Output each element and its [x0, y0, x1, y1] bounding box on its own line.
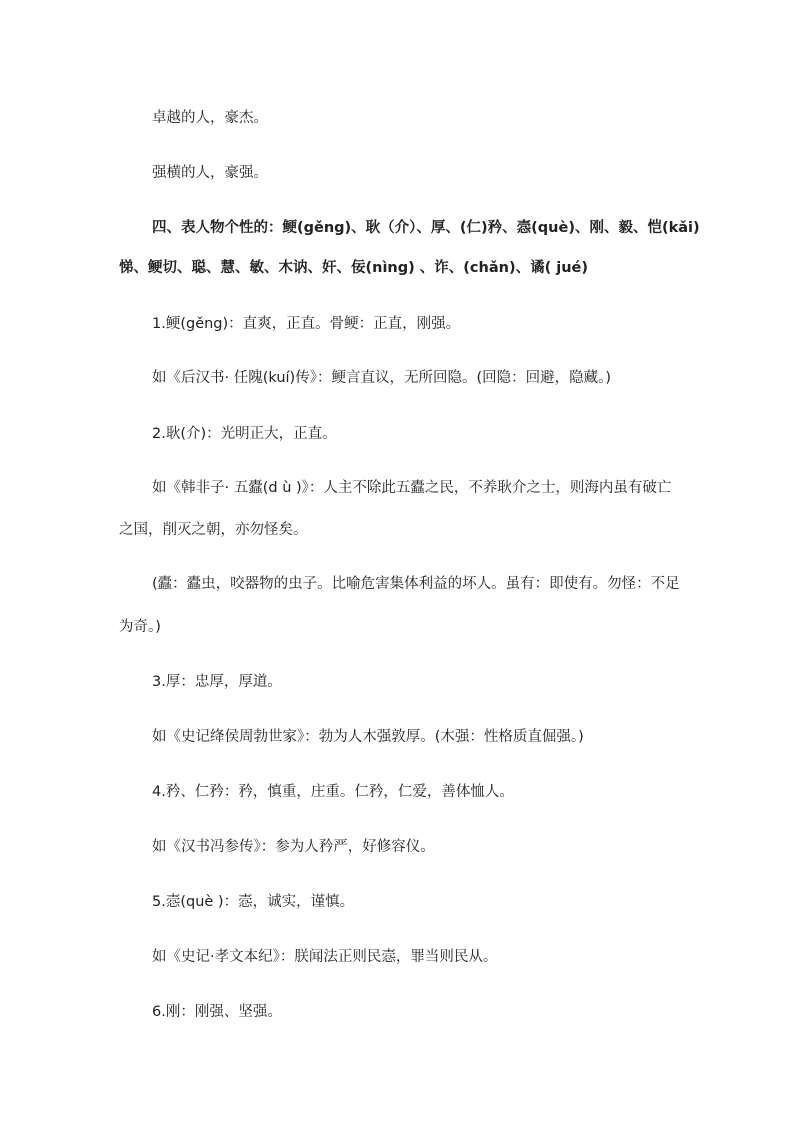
text-line: 3.厚：忠厚，厚道。 [152, 674, 282, 690]
text-line: (蠹：蠹虫，咬器物的虫子。比喻危害集体利益的坏人。虽有：即使有。勿怪：不足 [152, 576, 680, 592]
section-heading-continued: 悌、鲠切、聪、慧、敏、木讷、奸、佞(nìng) 、诈、(chǎn)、谲( jué) [119, 260, 589, 276]
text-line: 1.鲠(gěng)：直爽，正直。骨鲠：正直，刚强。 [152, 316, 461, 332]
text-line: 如《史记·孝文本纪》：朕闻法正则民悫，罪当则民从。 [152, 949, 498, 965]
section-heading: 四、表人物个性的：鲠(gěng)、耿（介）、厚、(仁)矜、悫(què)、刚、毅、恺(kǎi) [152, 220, 700, 236]
text-line: 之国，削灭之朝，亦勿怪矣。 [119, 522, 308, 538]
text-line: 为奇。) [119, 619, 161, 635]
text-line: 6.刚：刚强、坚强。 [152, 1004, 282, 1020]
text-line: 如《汉书冯参传》：参为人矜严，好修容仪。 [152, 839, 435, 855]
text-line: 如《后汉书· 任隗(kuí)传》：鲠言直议，无所回隐。(回隐：回避，隐藏。) [152, 370, 612, 386]
text-line: 如《史记绛侯周勃世家》：勃为人木强敦厚。(木强：性格质直倔强。) [152, 729, 584, 745]
text-line: 卓越的人，豪杰。 [152, 110, 268, 126]
text-line: 4.矜、仁矜：矜，慎重，庄重。仁矜，仁爱，善体恤人。 [152, 784, 514, 800]
text-line: 5.悫(què )：悫，诚实，谨慎。 [152, 894, 355, 910]
text-line: 如《韩非子· 五蠹(d ù )》：人主不除此五蠹之民，不养耿介之士，则海内虽有破亡 [152, 480, 672, 496]
text-line: 2.耿(介)：光明正大，正直。 [152, 426, 337, 442]
text-line: 强横的人，豪强。 [152, 165, 268, 181]
